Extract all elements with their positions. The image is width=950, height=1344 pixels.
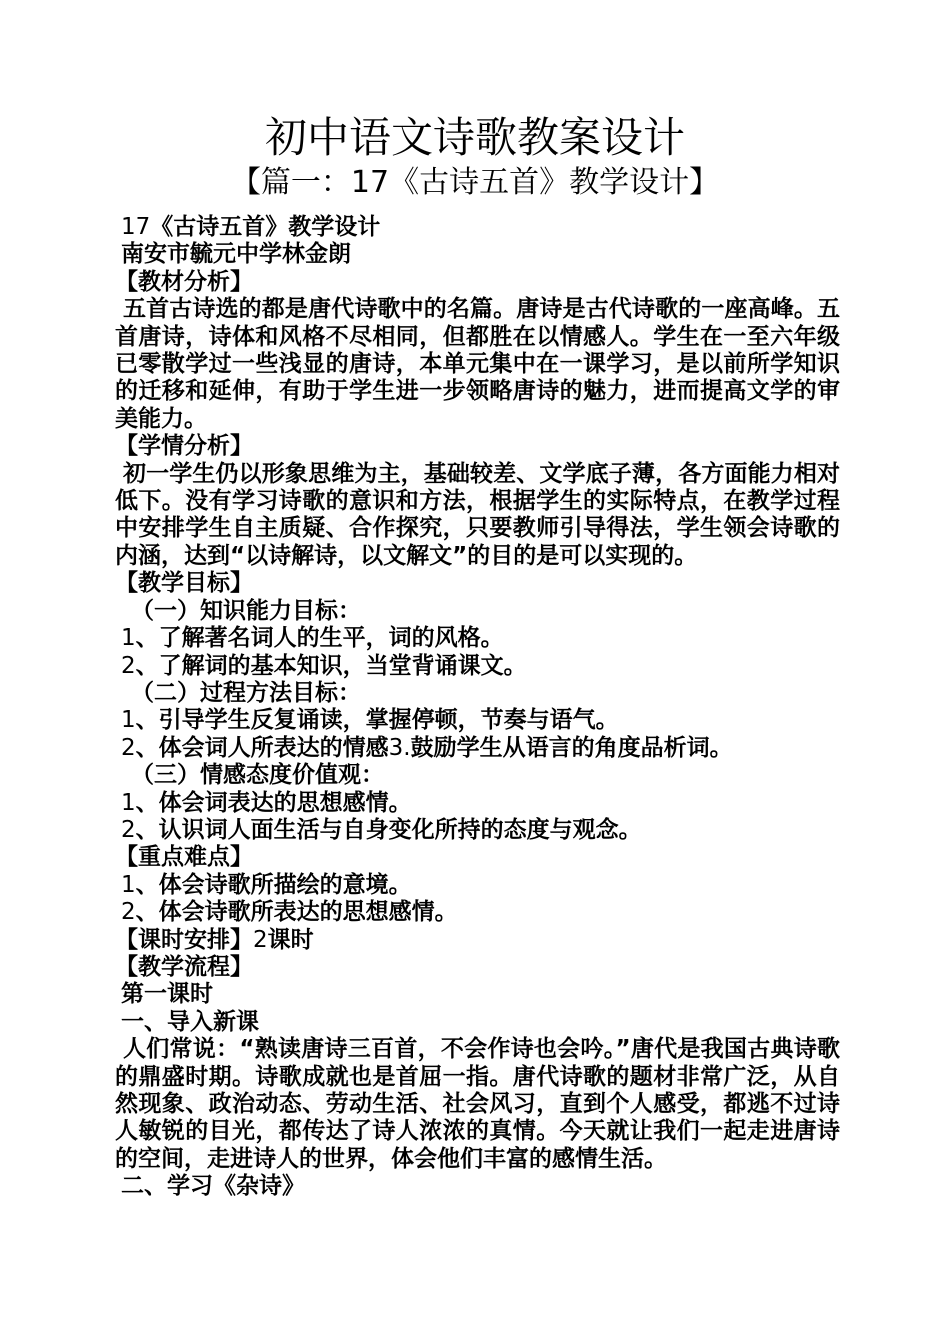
key-point-item: 1、体会诗歌所描绘的意境。 (121, 871, 412, 898)
author-line: 南安市毓元中学林金朗 (121, 241, 351, 268)
paragraph-intro: 人们常说：“熟读唐诗三百首，不会作诗也会吟。”唐代是我国古典诗歌的鼎盛时期。诗歌成就也是首屈一指。唐代诗歌的题材非常广泛，从自然现象、政治动态、劳动生活、社会风习，直到个人感受，都逃不过诗人敏锐的目光，都传达了诗人浓浓的真情。今天就让我们一起走进唐诗的空间，走进诗人的世界，体会他们丰富的感情生活。 (115, 1036, 840, 1172)
section-title-textbook-analysis: 【教材分析】 (115, 268, 253, 295)
section-title-schedule: 【课时安排】2课时 (115, 926, 314, 953)
goal-heading-process: （二）过程方法目标： (131, 679, 361, 706)
paragraph-textbook-analysis: 五首古诗选的都是唐代诗歌中的名篇。唐诗是古代诗歌的一座高峰。五首唐诗，诗体和风格不尽相同，但都胜在以情感人。学生在一至六年级已零散学过一些浅显的唐诗，本单元集中在一课学习，是以前所学知识的迁移和延伸，有助于学生进一步领略唐诗的魅力，进而提高文学的审美能力。 (115, 296, 840, 432)
paragraph-student-analysis: 初一学生仍以形象思维为主，基础较差、文学底子薄，各方面能力相对低下。没有学习诗歌的意识和方法，根据学生的实际特点，在教学过程中安排学生自主质疑、合作探究，只要教师引导得法，学生领会诗歌的内涵，达到“以诗解诗，以文解文”的目的是可以实现的。 (115, 460, 840, 569)
document-body (115, 214, 840, 1201)
section-title-teaching-goals: 【教学目标】 (115, 570, 253, 597)
goal-item: 2、了解词的基本知识，当堂背诵课文。 (121, 652, 527, 679)
goal-item: 1、引导学生反复诵读，掌握停顿，节奏与语气。 (121, 707, 619, 734)
section-title-key-points: 【重点难点】 (115, 844, 253, 871)
goal-heading-knowledge: （一）知识能力目标： (131, 597, 361, 624)
goal-item: 2、体会词人所表达的情感3.鼓励学生从语言的角度品析词。 (121, 734, 733, 761)
goal-heading-attitude: （三）情感态度价值观： (131, 762, 384, 789)
section-title-process: 【教学流程】 (115, 953, 253, 980)
lesson-one-heading: 第一课时 (121, 981, 213, 1008)
document-title: 初中语文诗歌教案设计 (264, 113, 685, 162)
section-title-student-analysis: 【学情分析】 (115, 433, 253, 460)
step-two-title: 二、学习《杂诗》 (121, 1173, 305, 1200)
goal-item: 1、体会词表达的思想感情。 (121, 789, 412, 816)
key-point-item: 2、体会诗歌所表达的思想感情。 (121, 899, 458, 926)
step-one-title: 一、导入新课 (121, 1008, 259, 1035)
lesson-heading: 17《古诗五首》教学设计 (121, 214, 381, 240)
goal-item: 2、认识词人面生活与自身变化所持的态度与观念。 (121, 816, 642, 843)
document-subtitle: 【篇一：17《古诗五首》教学设计】 (230, 165, 720, 200)
goal-item: 1、了解著名词人的生平，词的风格。 (121, 625, 504, 652)
